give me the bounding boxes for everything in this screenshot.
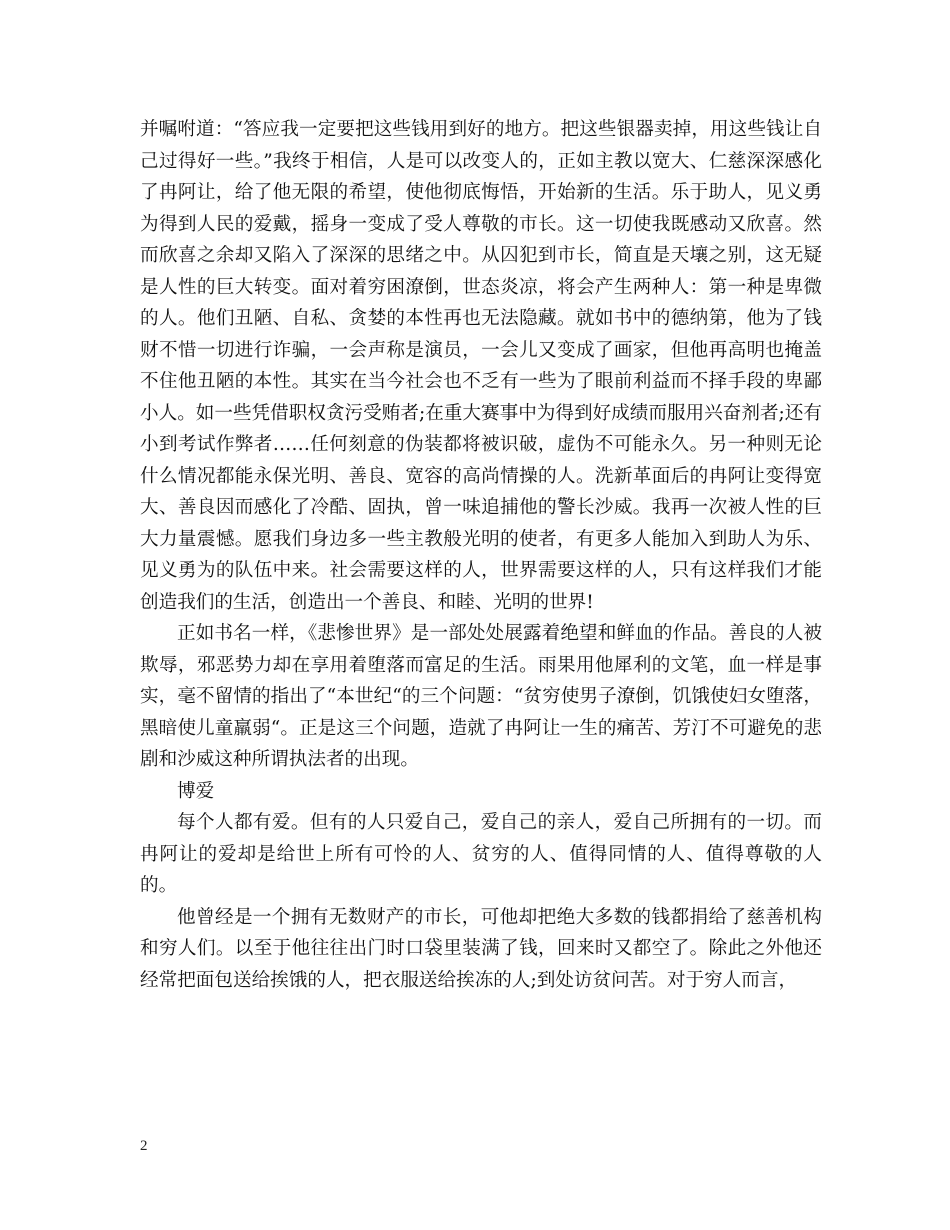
page-number: 2 bbox=[140, 1138, 148, 1154]
document-body bbox=[140, 114, 822, 996]
paragraph-mayor: 他曾经是一个拥有无数财产的市长，可他却把绝大多数的钱都捐给了慈善机构和穷人们。以至于他往往出门时口袋里装满了钱，回来时又都空了。除此之外他还经常把面包送给挨饿的人，把衣服送给挨冻的人;到处访贫问苦。对于穷人而言， bbox=[140, 906, 822, 991]
paragraph-book-title: 正如书名一样，《悲惨世界》是一部处处展露着绝望和鲜血的作品。善良的人被欺辱，邪恶势力却在享用着堕落而富足的生活。雨果用他犀利的文笔，血一样是事实，毫不留情的指出了“本世纪“的三个问题：“贫穷使男子潦倒，饥饿使妇女堕落，黑暗使儿童羸弱“。正是这三个问题，造就了冉阿让一生的痛苦、芳汀不可避免的悲剧和沙威这种所谓执法者的出现。 bbox=[140, 623, 822, 770]
section-heading: 博爱 bbox=[177, 780, 215, 802]
paragraph-love: 每个人都有爱。但有的人只爱自己，爱自己的亲人，爱自己所拥有的一切。而冉阿让的爱却是给世上所有可怜的人、贫穷的人、值得同情的人、值得尊敬的人的。 bbox=[140, 812, 822, 896]
paragraph-continued: 并嘱咐道：“答应我一定要把这些钱用到好的地方。把这些银器卖掉，用这些钱让自己过得好一些。”我终于相信，人是可以改变人的，正如主教以宽大、仁慈深深感化了冉阿让，给了他无限的希望，使他彻底悔悟，开始新的生活。乐于助人，见义勇为得到人民的爱戴，摇身一变成了受人尊敬的市长。这一切使我既感动又欣喜。然而欣喜之余却又陷入了深深的思绪之中。从囚犯到市长，简直是天壤之别，这无疑是人性的巨大转变。面对着穷困潦倒，世态炎凉，将会产生两种人：第一种是卑微的人。他们丑陋、自私、贪婪的本性再也无法隐藏。就如书中的德纳第，他为了钱财不惜一切进行诈骗，一会声称是演员，一会儿又变成了画家，但他再高明也掩盖不住他丑陋的本性。其实在当今社会也不乏有一些为了眼前利益而不择手段的卑鄙小人。如一些凭借职权贪污受贿者;在重大赛事中为得到好成绩而服用兴奋剂者;还有小到考试作弊者……任何刻意的伪装都将被识破，虚伪不可能永久。另一种则无论什么情况都能永保光明、善良、宽容的高尚情操的人。洗新革面后的冉阿让变得宽大、善良因而感化了冷酷、固执，曾一味追捕他的警长沙威。我再一次被人性的巨大力量震憾。愿我们身边多一些主教般光明的使者，有更多人能加入到助人为乐、见义勇为的队伍中来。社会需要这样的人，世界需要这样的人，只有这样我们才能创造我们的生活，创造出一个善良、和睦、光明的世界! bbox=[140, 119, 822, 613]
